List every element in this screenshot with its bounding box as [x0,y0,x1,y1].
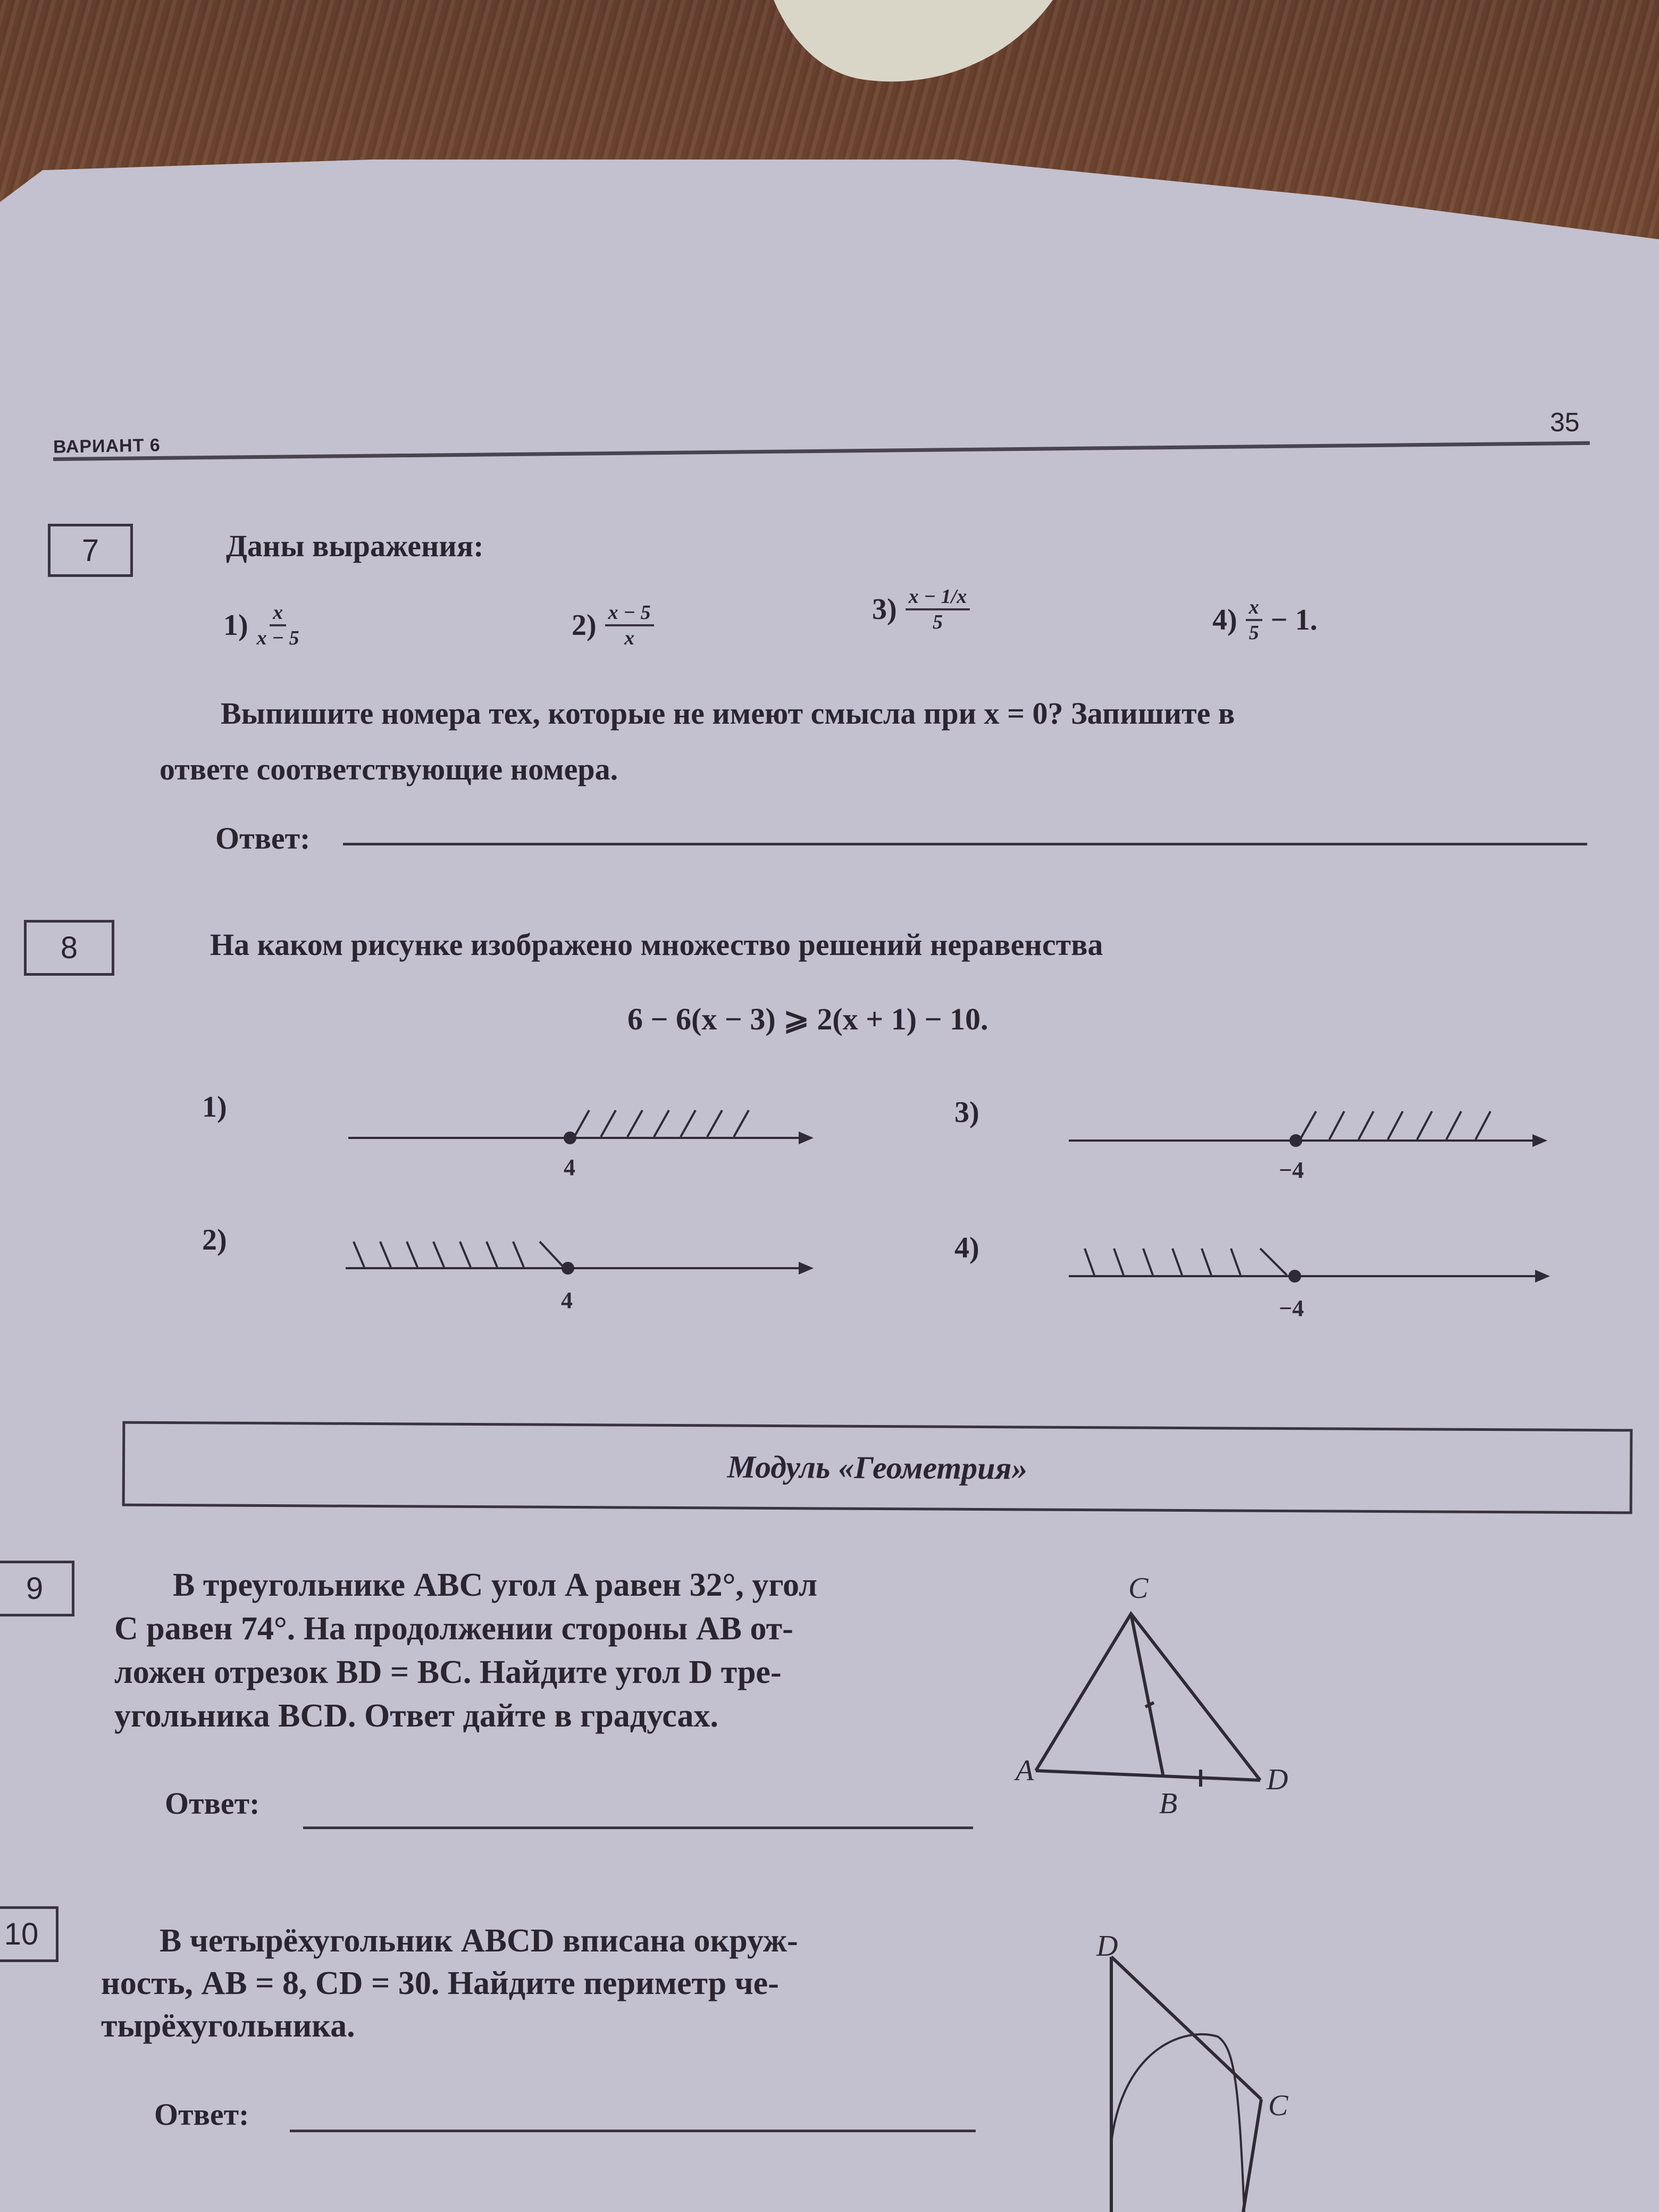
module-title: Модуль «Геометрия» [727,1449,1028,1486]
point-label: 4 [561,1287,573,1313]
numerator: x − 1/x [906,585,970,610]
task7-option-4 [1212,596,1318,644]
fraction [605,601,654,650]
vertex-label-a: A [1016,1754,1034,1787]
task7-option-1 [223,601,303,650]
page-number: 35 [1550,407,1580,437]
quadrilateral-inscribed-circle-figure [1063,1904,1659,2212]
number-line-option-1 [340,1095,819,1191]
vertex-label-b: B [1159,1787,1178,1820]
number-line-option-3 [1063,1095,1563,1191]
task9-text [114,1563,1018,1738]
point-label: −4 [1279,1157,1304,1183]
task10-line: В четырёхугольник ABCD вписана окруж- [160,1923,798,1959]
task10-text [101,1920,1005,2047]
task7-intro: Даны выражения: [226,529,484,563]
answer-label: Ответ: [215,821,311,856]
task-number-box [24,920,114,976]
numerator: x [1246,596,1262,621]
task10-answer-field[interactable] [290,2130,976,2132]
task-number: 7 [81,533,99,568]
option-label: 1) [223,609,248,642]
point-label: −4 [1279,1295,1304,1321]
number-line-option-2 [340,1223,819,1319]
task7-question-line1: Выпишите номера тех, которые не имеют смысла при x = 0? Запишите в [221,696,1235,731]
task7-option-3 [872,585,973,634]
fraction [1246,596,1262,644]
vertex-label-c: C [1128,1572,1149,1605]
option-label: 2) [572,609,597,642]
task-number-box [48,524,133,577]
numerator: x − 5 [605,601,654,626]
task9-line: C равен 74°. На продолжении стороны AB от- [114,1611,793,1647]
task7-option-2 [572,601,657,650]
task-number: 9 [26,1571,44,1606]
number-line-option-4 [1063,1228,1563,1324]
task-number-box [0,1906,58,1962]
denominator: 5 [932,611,943,633]
vertex-label-c: C [1268,2089,1288,2122]
task8-option-label-1: 1) [202,1091,227,1124]
task10-line: тырёхугольника. [101,2008,355,2044]
task8-inequality: 6 − 6(x − 3) ⩾ 2(x + 1) − 10. [627,1002,988,1036]
task9-line: В треугольнике ABC угол A равен 32°, угол [173,1567,817,1603]
option-label: 4) [1212,604,1237,636]
fraction [257,601,299,650]
module-banner [122,1421,1633,1514]
variant-label: ВАРИАНТ 6 [53,435,161,457]
option-label: 3) [872,593,897,626]
vertex-label-d: D [1096,1930,1118,1963]
denominator: x [624,627,635,649]
task8-option-label-2: 2) [202,1224,227,1256]
task-number: 10 [4,1917,39,1951]
task8-option-label-4: 4) [954,1231,979,1264]
answer-label: Ответ: [154,2097,249,2132]
task7-answer-field[interactable] [343,843,1587,845]
task7-question-line2: ответе соответствующие номера. [160,752,618,786]
task-number-box [0,1561,74,1616]
task8-option-label-3: 3) [954,1096,979,1129]
task9-answer-field[interactable] [303,1826,973,1829]
task8-question: На каком рисунке изображено множество решений неравенства [210,927,1103,962]
denominator: 5 [1249,622,1259,644]
task9-line: ложен отрезок BD = BC. Найдите угол D тре- [114,1654,782,1690]
task-number: 8 [60,931,78,965]
vertex-label-d: D [1267,1763,1288,1796]
expression-suffix: − 1. [1270,604,1318,636]
point-label: 4 [564,1154,575,1180]
triangle-figure [1010,1553,1659,1872]
task10-line: ность, AB = 8, CD = 30. Найдите периметр че- [101,1965,779,2001]
answer-label: Ответ: [165,1786,260,1821]
fraction [906,585,970,634]
denominator: x − 5 [256,627,299,649]
numerator: x [270,601,286,626]
task9-line: угольника BCD. Ответ дайте в градусах. [114,1698,719,1734]
